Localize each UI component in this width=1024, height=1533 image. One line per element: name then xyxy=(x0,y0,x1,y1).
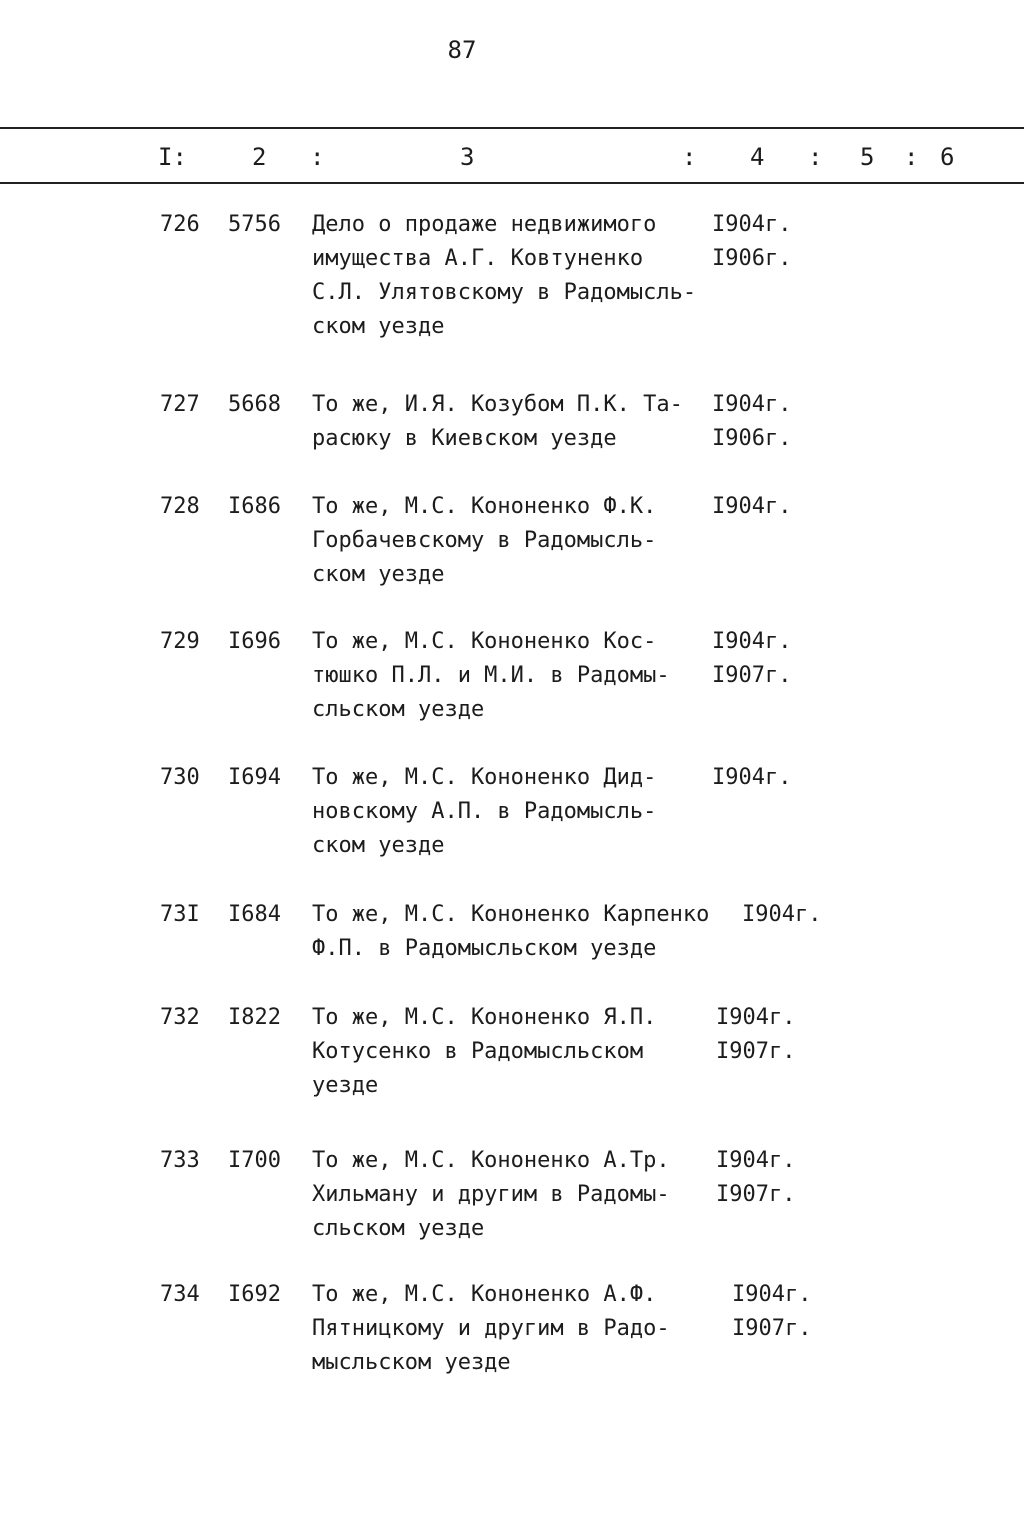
start-date: I904г. xyxy=(712,629,792,654)
column-separator: : xyxy=(310,143,325,171)
header-top-rule xyxy=(0,127,1024,129)
title-line: имущества А.Г. Ковтуненко xyxy=(312,246,644,271)
item-title xyxy=(312,761,752,863)
column-separator: : xyxy=(682,143,697,171)
item-title xyxy=(312,490,752,592)
start-date: I904г. xyxy=(732,1282,812,1307)
item-dates xyxy=(716,1144,826,1212)
column-header-4: 4 xyxy=(750,143,765,171)
title-line: Хильману и другим в Радомы- xyxy=(312,1182,670,1207)
file-number: I684 xyxy=(228,902,281,927)
start-date: I904г. xyxy=(712,212,792,237)
start-date: I904г. xyxy=(712,392,792,417)
title-line: То же, И.Я. Козубом П.К. Та- xyxy=(312,392,683,417)
item-number: 730 xyxy=(160,765,200,790)
end-date: I906г. xyxy=(712,426,792,451)
item-number: 728 xyxy=(160,494,200,519)
column-header-3: 3 xyxy=(460,143,475,171)
title-line: То же, М.С. Кононенко Карпенко xyxy=(312,902,710,927)
end-date: I906г. xyxy=(712,246,792,271)
start-date: I904г. xyxy=(716,1148,796,1173)
start-date: I904г. xyxy=(712,765,792,790)
item-number: 733 xyxy=(160,1148,200,1173)
file-number: I700 xyxy=(228,1148,281,1173)
item-number: 73I xyxy=(160,902,200,927)
column-header-1: I: xyxy=(158,143,187,171)
item-number: 732 xyxy=(160,1005,200,1030)
end-date: I907г. xyxy=(712,663,792,688)
column-header-6: 6 xyxy=(940,143,955,171)
item-dates xyxy=(712,208,822,276)
title-line: сльском уезде xyxy=(312,697,485,722)
title-line: То же, М.С. Кононенко Кос- xyxy=(312,629,657,654)
title-line: ском уезде xyxy=(312,314,445,339)
column-header-2: 2 xyxy=(252,143,267,171)
item-dates xyxy=(742,898,852,932)
title-line: тюшко П.Л. и М.И. в Радомы- xyxy=(312,663,670,688)
column-separator: : xyxy=(904,143,919,171)
page-number: 87 xyxy=(447,36,477,64)
file-number: I696 xyxy=(228,629,281,654)
column-header-5: 5 xyxy=(860,143,875,171)
title-line: сльском уезде xyxy=(312,1216,485,1241)
title-line: ском уезде xyxy=(312,562,445,587)
title-line: Горбачевскому в Радомысль- xyxy=(312,528,657,553)
item-title xyxy=(312,1144,752,1246)
file-number: 5756 xyxy=(228,212,281,237)
title-line: То же, М.С. Кононенко Ф.К. xyxy=(312,494,657,519)
title-line: Котусенко в Радомысльском xyxy=(312,1039,644,1064)
item-title xyxy=(312,898,742,966)
item-number: 734 xyxy=(160,1282,200,1307)
item-title xyxy=(312,1278,752,1380)
title-line: С.Л. Улятовскому в Радомысль- xyxy=(312,280,697,305)
title-line: расюку в Киевском уезде xyxy=(312,426,617,451)
file-number: I686 xyxy=(228,494,281,519)
file-number: I692 xyxy=(228,1282,281,1307)
item-title xyxy=(312,625,752,727)
item-dates xyxy=(712,388,822,456)
item-number: 727 xyxy=(160,392,200,417)
item-dates xyxy=(712,490,822,524)
item-number: 729 xyxy=(160,629,200,654)
item-dates xyxy=(716,1001,826,1069)
file-number: 5668 xyxy=(228,392,281,417)
title-line: То же, М.С. Кононенко Я.П. xyxy=(312,1005,657,1030)
item-title xyxy=(312,388,752,456)
title-line: уезде xyxy=(312,1073,379,1098)
title-line: То же, М.С. Кононенко А.Тр. xyxy=(312,1148,670,1173)
file-number: I694 xyxy=(228,765,281,790)
item-title xyxy=(312,208,752,344)
column-separator: : xyxy=(808,143,823,171)
header-bottom-rule xyxy=(0,182,1024,184)
item-title xyxy=(312,1001,752,1103)
title-line: Дело о продаже недвижимого xyxy=(312,212,657,237)
title-line: Пятницкому и другим в Радо- xyxy=(312,1316,670,1341)
title-line: ском уезде xyxy=(312,833,445,858)
file-number: I822 xyxy=(228,1005,281,1030)
start-date: I904г. xyxy=(742,902,822,927)
item-number: 726 xyxy=(160,212,200,237)
start-date: I904г. xyxy=(712,494,792,519)
title-line: То же, М.С. Кононенко А.Ф. xyxy=(312,1282,657,1307)
title-line: мысльском уезде xyxy=(312,1350,511,1375)
title-line: Ф.П. в Радомысльском уезде xyxy=(312,936,657,961)
item-dates xyxy=(712,761,822,795)
title-line: То же, М.С. Кононенко Дид- xyxy=(312,765,657,790)
end-date: I907г. xyxy=(732,1316,812,1341)
item-dates xyxy=(712,625,822,693)
title-line: новскому А.П. в Радомысль- xyxy=(312,799,657,824)
start-date: I904г. xyxy=(716,1005,796,1030)
end-date: I907г. xyxy=(716,1182,796,1207)
end-date: I907г. xyxy=(716,1039,796,1064)
item-dates xyxy=(732,1278,842,1346)
